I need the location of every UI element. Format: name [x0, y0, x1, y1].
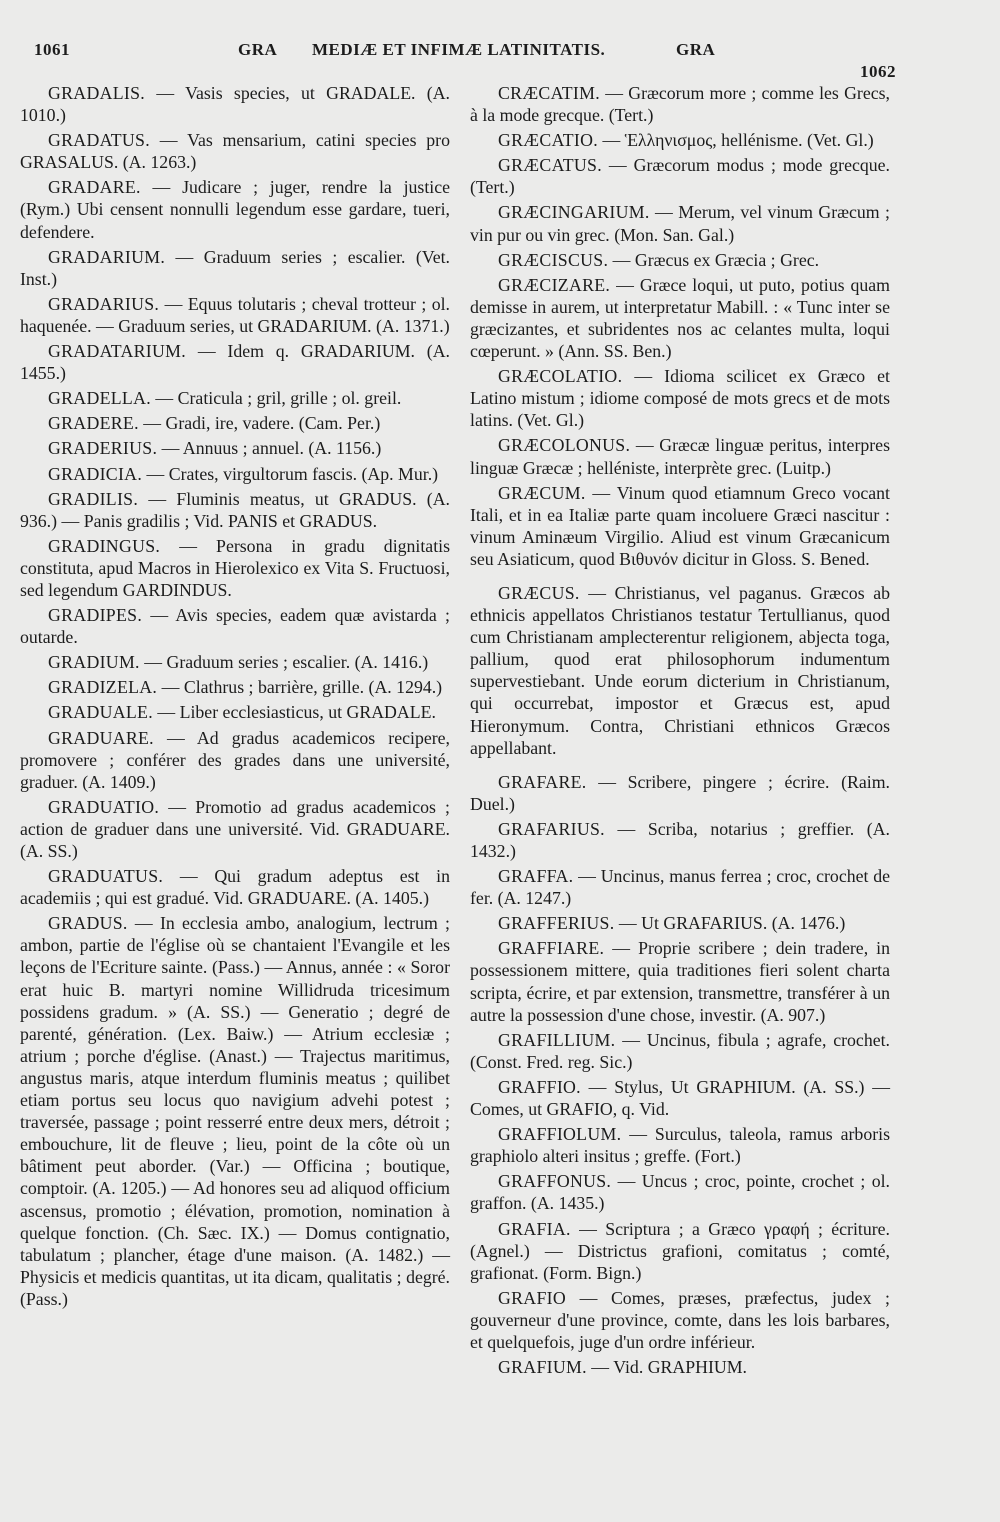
headword: GRADIPES. — [48, 605, 143, 626]
headword: GRADUALE. — [48, 702, 153, 723]
dictionary-entry — [470, 771, 890, 815]
headword: GRADERIUS. — [48, 438, 158, 459]
headword: GRÆCINGARIUM. — [498, 202, 650, 223]
definition: — Vinum quod etiamnum Greco vocant Itali, et in ea Italiæ parte quam incoluere Græci nascitur : vinum Aminæum Virgilio. Aliud est vinum Græcanicum seu Asiaticum, quod Βιθυνόν dicitur in Gloss. S. Bened. — [470, 482, 890, 569]
page-number-right: 1062 — [860, 62, 896, 81]
dictionary-entry — [20, 676, 450, 698]
definition: — Scriptura ; a Græco γραφή ; écriture. (Agnel.) — Districtus grafioni, comitatus ; comté, grafionat. (Form. Bign.) — [470, 1218, 890, 1283]
dictionary-entry — [470, 1123, 890, 1167]
headword: GRAFILLIUM. — [498, 1029, 616, 1050]
definition: — Græcæ linguæ peritus, interpres linguæ Græcæ ; helléniste, interprète grec. (Luitp.) — [470, 435, 890, 478]
headword: GRÆCOLATIO. — [498, 366, 623, 387]
headword: GRADUATIO. — [48, 796, 160, 817]
dictionary-entry — [20, 912, 450, 1310]
headword: GRAFIO — [498, 1287, 566, 1308]
headword: GRÆCATUS. — [498, 155, 602, 176]
dictionary-entry — [470, 249, 890, 271]
dictionary-entry — [20, 463, 450, 485]
headword: GRADUATUS. — [48, 866, 164, 887]
dictionary-entry — [20, 796, 450, 862]
definition: — Clathrus ; barrière, grille. (A. 1294.) — [157, 677, 443, 698]
dictionary-entry — [20, 437, 450, 459]
headword: GRAFFIARE. — [498, 938, 605, 959]
headword: GRADIZELA. — [48, 677, 158, 698]
headword: GRÆCATIO. — [498, 130, 599, 151]
page-number-left: 1061 — [34, 40, 70, 59]
dictionary-entry — [20, 651, 450, 673]
headword: GRADIUM. — [48, 652, 140, 673]
dictionary-entry — [470, 1076, 890, 1120]
definition: — Surculus, taleola, ramus arboris graphiolo alteri insitus ; greffe. (Fort.) — [470, 1124, 890, 1167]
definition: — Gradi, ire, vadere. (Cam. Per.) — [138, 413, 381, 434]
definition: — Merum, vel vinum Græcum ; vin pur ou vin grec. (Mon. San. Gal.) — [470, 202, 890, 245]
definition: — Idioma scilicet ex Græco et Latino mistum ; idiome composé de mots grecs et de mots latins. (Vet. Gl.) — [470, 366, 890, 431]
definition: — Uncinus, fibula ; agrafe, crochet. (Const. Fred. reg. Sic.) — [470, 1029, 890, 1072]
dictionary-entry — [470, 154, 890, 198]
dictionary-entry — [470, 912, 890, 934]
dictionary-entry — [470, 937, 890, 1025]
dictionary-entry — [470, 865, 890, 909]
dictionary-entry — [20, 412, 450, 434]
headword: GRAFFIO. — [498, 1076, 581, 1097]
headword: CRÆCATIM. — [498, 83, 600, 103]
definition: — Persona in gradu dignitatis constituta, apud Macros in Hierolexico ex Vita S. Fructuosi, sed legendum GARDINDUS. — [20, 535, 450, 600]
headword: GRADATUS. — [48, 130, 150, 151]
dictionary-entry — [470, 365, 890, 431]
headword: GRADILIS. — [48, 488, 139, 509]
guide-word-left: GRA — [238, 40, 278, 59]
definition: — Judicare ; juger, rendre la justice (Rym.) Ubi censent nonnulli legendum esse gardare, tueri, defendere. — [20, 177, 450, 242]
headword: GRADERE. — [48, 413, 139, 434]
definition: — Craticula ; gril, grille ; ol. greil. — [150, 388, 402, 409]
dictionary-entry — [470, 818, 890, 862]
left-column — [20, 82, 450, 1313]
definition: — Græcorum more ; comme les Grecs, à la mode grecque. (Tert.) — [470, 83, 890, 126]
right-column — [470, 82, 890, 1381]
headword: GRAFARE. — [498, 771, 587, 792]
definition: — Uncus ; croc, pointe, crochet ; ol. graffon. (A. 1435.) — [470, 1171, 890, 1214]
dictionary-entry — [470, 274, 890, 362]
definition: — Scriba, notarius ; greffier. (A. 1432.) — [470, 818, 890, 861]
definition: — Liber ecclesiasticus, ut GRADALE. — [152, 702, 436, 723]
dictionary-entry — [20, 129, 450, 173]
definition: — Græcorum modus ; mode grecque. (Tert.) — [470, 155, 890, 198]
definition: — Proprie scribere ; dein tradere, in possessionem mittere, quia traditiones fieri solent charta scripta, écrire, et par extension, transmettre, transférer à un autre la possession d'une chose, investir. (A. 907.) — [470, 938, 890, 1025]
definition: — Fluminis meatus, ut GRADUS. (A. 936.) — Panis gradilis ; Vid. PANIS et GRADUS. — [20, 488, 450, 531]
headword: GRADELLA. — [48, 388, 151, 409]
headword: GRAFIUM. — [498, 1357, 587, 1378]
definition: — Promotio ad gradus academicos ; action de graduer dans une université. Vid. GRADUARE. (A. SS.) — [20, 796, 450, 861]
headword: GRADARE. — [48, 177, 141, 198]
headword: GRÆCOLONUS. — [498, 435, 631, 456]
headword: GRADUARE. — [48, 727, 154, 748]
definition: — Græce loqui, ut puto, potius quam demisse in aurem, ut interpretatur Mabill. : « Tunc inter se græcizantes, et subridentes nos ac celantes multa, loqui cœperunt. » (Ann. SS. Ben.) — [470, 274, 890, 362]
dictionary-entry — [20, 535, 450, 601]
headword: GRAFFONUS. — [498, 1171, 612, 1192]
headword: GRADALIS. — [48, 83, 146, 103]
definition: — Ἑλληνισμος, hellénisme. (Vet. Gl.) — [598, 130, 874, 151]
definition: — Comes, præses, præfectus, judex ; gouverneur d'une province, comte, dans les lois barbares, et quelquefois, juge d'un ordre inférieur. — [470, 1287, 890, 1352]
definition: — Vas mensarium, catini species pro GRASALUS. (A. 1263.) — [20, 130, 450, 173]
definition: — Ut GRAFARIUS. (A. 1476.) — [614, 913, 846, 934]
definition: — Uncinus, manus ferrea ; croc, crochet de fer. (A. 1247.) — [470, 866, 890, 909]
definition: — Idem q. GRADARIUM. (A. 1455.) — [20, 341, 450, 384]
headword: GRADUS. — [48, 913, 128, 934]
dictionary-entry — [470, 582, 890, 759]
dictionary-entry — [470, 1029, 890, 1073]
definition: — Christianus, vel paganus. Græcos ab ethnicis appellatos Christianos testatur Tertullianus, quod cum Christianam amplecterentur religionem, abjecta toga, pallium, quod erat philosophorum indumentum supervestiebant. Unde eorum dicterium in Christianum, qui occurrebat, impostor et Græcus est, apud Hieronymum. Contra, Christiani ethnicos Græcos appellabant. — [470, 582, 890, 758]
dictionary-entry — [20, 701, 450, 723]
headword: GRAFFA. — [498, 866, 574, 887]
dictionary-entry — [20, 340, 450, 384]
dictionary-entry — [470, 1218, 890, 1284]
definition: — Scribere, pingere ; écrire. (Raim. Duel.) — [470, 771, 890, 814]
headword: GRÆCIZARE. — [498, 274, 611, 295]
dictionary-entry — [470, 1170, 890, 1214]
dictionary-entry — [470, 482, 890, 570]
headword: GRADARIUS. — [48, 293, 160, 314]
page-header — [0, 40, 1000, 80]
dictionary-entry — [470, 82, 890, 126]
definition: — Vid. GRAPHIUM. — [586, 1357, 747, 1378]
dictionary-entry — [20, 246, 450, 290]
headword: GRAFFIOLUM. — [498, 1124, 622, 1145]
definition: — Vasis species, ut GRADALE. (A. 1010.) — [20, 83, 450, 126]
dictionary-entry — [20, 604, 450, 648]
definition: — Crates, virgultorum fascis. (Ap. Mur.) — [142, 463, 439, 484]
dictionary-entry — [20, 387, 450, 409]
headword: GRAFIA. — [498, 1218, 571, 1239]
dictionary-entry — [470, 129, 890, 151]
guide-word-right: GRA — [676, 40, 716, 59]
definition: — In ecclesia ambo, analogium, lectrum ; ambon, partie de l'église où se chantaient l'Evangile et les leçons de l'Ecriture sainte. (Pass.) — Annus, année : « Soror erat huic B. martyri nomine Willidruda tricesimum possidens gradum. » (A. SS.) — Generatio ; degré de parenté, génération. (Lex. Baiw.) — Atrium ecclesiæ ; atrium ; porche d'église. (Anast.) — Trajectus maritimus, angustus maris, atque interdum fluminis meatus ; quilibet etiam portus seu locus quo navigium advehi potest ; traversée, passage ; point resserré entre deux mers, détroit ; embouchure, lit de fleuve ; lieu, point de la côte où un bâtiment peut aborder. (Var.) — Officina ; boutique, comptoir. (A. 1205.) — Ad honores seu ad aliquod officium ascensus, promotio ; élévation, promotion, nomination à quelque fonction. (Ch. Sæc. IX.) — Domus contignatio, tabulatum ; plancher, étage d'une maison. (A. 1482.) — Physicis et medicis quantitas, ut ita dicam, qualitatis ; degré. (Pass.) — [20, 913, 450, 1309]
definition: — Ad gradus academicos recipere, promovere ; conférer des grades dans une université, graduer. (A. 1409.) — [20, 727, 450, 792]
dictionary-entry — [470, 1287, 890, 1353]
headword: GRADICIA. — [48, 463, 143, 484]
dictionary-entry — [470, 1356, 890, 1378]
dictionary-entry — [20, 727, 450, 793]
definition: — Græcus ex Græcia ; Grec. — [608, 249, 820, 270]
dictionary-entry — [20, 865, 450, 909]
definition: — Stylus, Ut GRAPHIUM. (A. SS.) — Comes, ut GRAFIO, q. Vid. — [470, 1076, 890, 1120]
headword: GRÆCUS. — [498, 582, 580, 603]
definition: — Graduum series ; escalier. (Vet. Inst.) — [20, 246, 450, 289]
headword: GRÆCUM. — [498, 482, 586, 503]
definition: — Avis species, eadem quæ avistarda ; outarde. — [20, 605, 450, 648]
running-title: MEDIÆ ET INFIMÆ LATINITATIS. — [312, 40, 606, 59]
headword: GRADINGUS. — [48, 535, 161, 556]
definition: — Qui gradum adeptus est in academiis ; qui est gradué. Vid. GRADUARE. (A. 1405.) — [20, 866, 450, 909]
headword: GRADARIUM. — [48, 246, 166, 267]
dictionary-entry — [20, 293, 450, 337]
headword: GRAFARIUS. — [498, 818, 605, 839]
dictionary-entry — [470, 201, 890, 245]
definition: — Equus tolutaris ; cheval trotteur ; ol. haquenée. — Graduum series, ut GRADARIUM. (A. 1371.) — [20, 293, 450, 336]
headword: GRÆCISCUS. — [498, 249, 609, 270]
dictionary-entry — [20, 82, 450, 126]
dictionary-entry — [470, 434, 890, 478]
dictionary-entry — [20, 176, 450, 242]
dictionary-entry — [20, 488, 450, 532]
headword: GRADATARIUM. — [48, 341, 187, 362]
definition: — Annuus ; annuel. (A. 1156.) — [157, 438, 382, 459]
definition: — Graduum series ; escalier. (A. 1416.) — [139, 652, 429, 673]
headword: GRAFFERIUS. — [498, 913, 615, 934]
